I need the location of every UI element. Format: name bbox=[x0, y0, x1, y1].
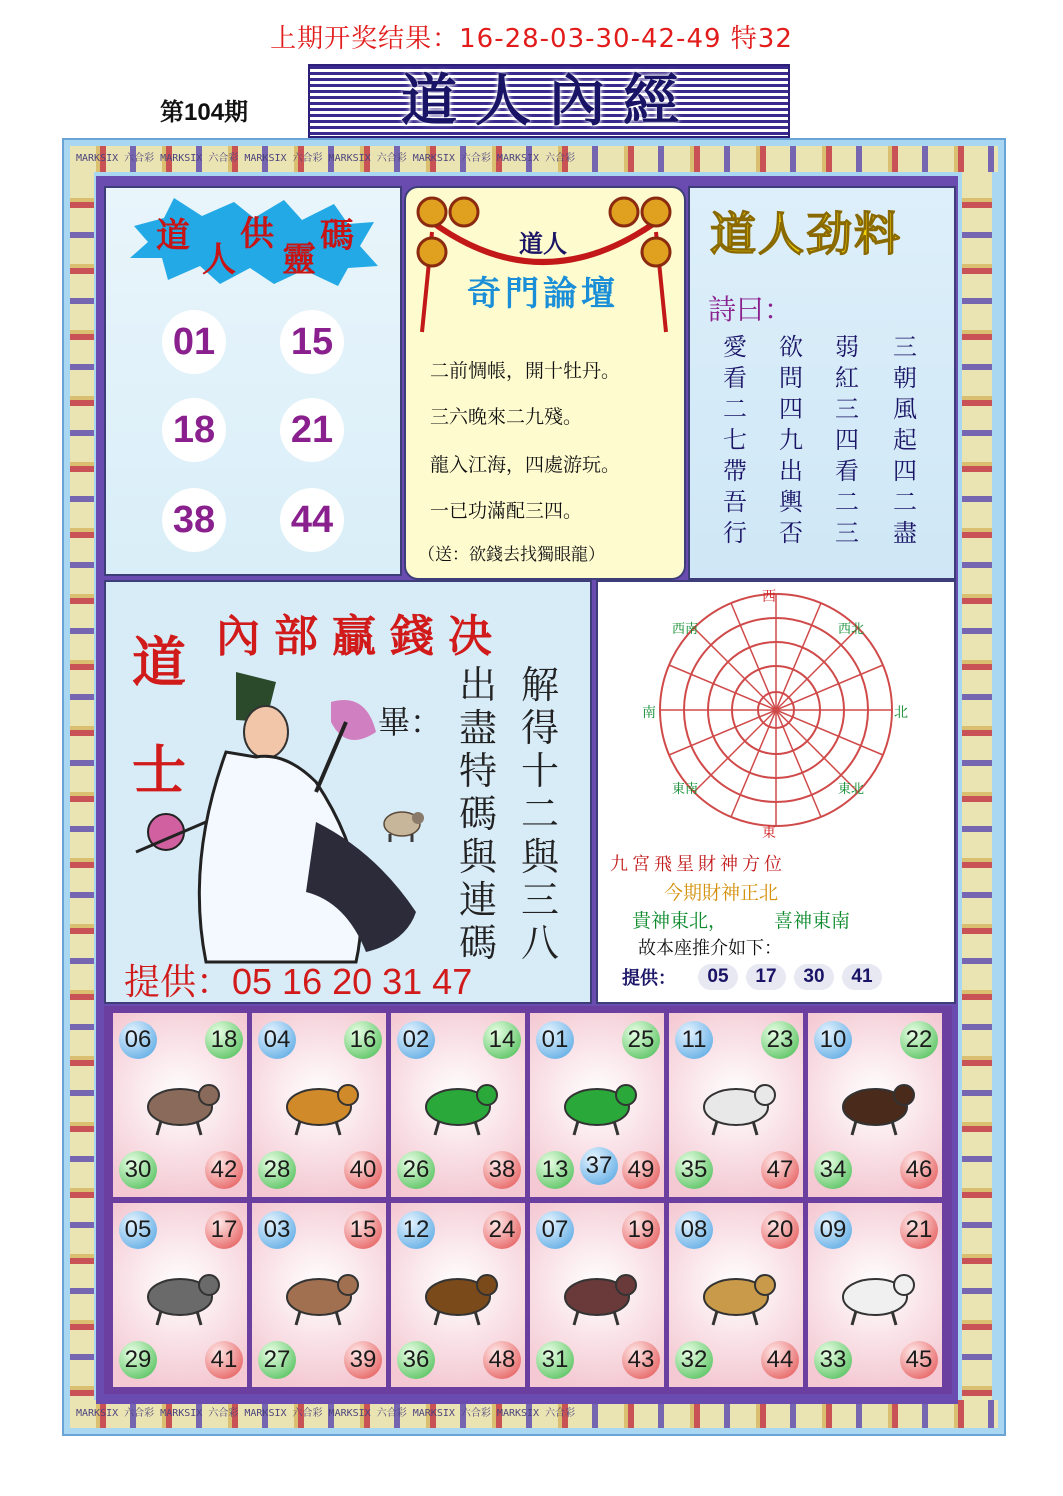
goat-icon bbox=[691, 1069, 781, 1139]
zodiac-cell bbox=[668, 1012, 804, 1198]
poem-column: 弱紅三四看二三 bbox=[835, 333, 859, 547]
poem-title: 道人劲料 bbox=[710, 207, 902, 261]
zodiac-number-ball: 05 bbox=[119, 1211, 157, 1249]
zodiac-number-ball: 35 bbox=[675, 1151, 713, 1189]
zodiac-cell bbox=[251, 1012, 387, 1198]
zodiac-number-ball: 14 bbox=[483, 1021, 521, 1059]
sheep-icon bbox=[378, 804, 426, 844]
compass-number: 05 bbox=[698, 964, 738, 990]
zodiac-number-ball: 27 bbox=[258, 1341, 296, 1379]
secret-title: 內部贏錢决 bbox=[216, 611, 506, 662]
lucky-title-char-3: 供 bbox=[240, 214, 274, 254]
secret-side-char: 士 bbox=[132, 738, 186, 802]
zodiac-number-ball: 32 bbox=[675, 1341, 713, 1379]
lucky-number: 21 bbox=[280, 398, 344, 462]
compass-caption: 貴神東北， bbox=[632, 910, 728, 932]
rooster-icon bbox=[830, 1259, 920, 1329]
zodiac-number-ball: 44 bbox=[761, 1341, 799, 1379]
compass-panel bbox=[596, 580, 956, 1004]
zodiac-number-ball: 17 bbox=[205, 1211, 243, 1249]
zodiac-number-ball: 22 bbox=[900, 1021, 938, 1059]
compass-number: 30 bbox=[794, 964, 834, 990]
zodiac-number-ball: 09 bbox=[814, 1211, 852, 1249]
poem-column: 愛看二七帶吾行 bbox=[723, 333, 747, 547]
zodiac-number-ball: 23 bbox=[761, 1021, 799, 1059]
zodiac-number-ball: 20 bbox=[761, 1211, 799, 1249]
direction-bottom-right: 東北 bbox=[838, 782, 865, 797]
zodiac-number-ball: 02 bbox=[397, 1021, 435, 1059]
border-left bbox=[70, 172, 94, 1400]
zodiac-number-ball: 37 bbox=[580, 1147, 618, 1185]
forum-line: 龍入江海，四處游玩。 bbox=[430, 454, 621, 476]
zodiac-number-ball: 25 bbox=[622, 1021, 660, 1059]
lucky-title-char-1: 道 bbox=[156, 216, 190, 256]
zodiac-cell bbox=[112, 1012, 248, 1198]
zodiac-cell bbox=[390, 1012, 526, 1198]
lucky-number: 18 bbox=[162, 398, 226, 462]
border-bottom bbox=[70, 1400, 998, 1428]
forum-line: 二前惆帳，開十牡丹。 bbox=[430, 360, 621, 382]
zodiac-number-ball: 41 bbox=[205, 1341, 243, 1379]
lucky-title-char-2: 人 bbox=[202, 240, 236, 280]
last-result-text: 上期开奖结果：16-28-03-30-42-49 特32 bbox=[270, 24, 793, 54]
zodiac-number-ball: 04 bbox=[258, 1021, 296, 1059]
forum-note: （送：欲錢去找獨眼龍） bbox=[418, 545, 605, 565]
zodiac-number-ball: 33 bbox=[814, 1341, 852, 1379]
ox-icon bbox=[135, 1259, 225, 1329]
speech-bubble-text: 畢： bbox=[378, 703, 443, 741]
zodiac-number-ball: 12 bbox=[397, 1211, 435, 1249]
poem-label: 詩曰： bbox=[708, 293, 793, 326]
zodiac-number-ball: 13 bbox=[536, 1151, 574, 1189]
dragon-icon bbox=[413, 1069, 503, 1139]
zodiac-cell bbox=[390, 1202, 526, 1388]
zodiac-number-ball: 11 bbox=[675, 1021, 713, 1059]
zodiac-number-ball: 47 bbox=[761, 1151, 799, 1189]
zodiac-cell bbox=[807, 1012, 943, 1198]
direction-top-left: 西南 bbox=[672, 622, 699, 637]
poem-column: 欲問四九出輿否 bbox=[779, 333, 803, 547]
secret-verse-right: 解得十二與三八 bbox=[520, 663, 559, 965]
zodiac-cell bbox=[529, 1202, 665, 1388]
rat-icon bbox=[135, 1069, 225, 1139]
lucky-number: 38 bbox=[162, 488, 226, 552]
zodiac-cell bbox=[529, 1012, 665, 1198]
compass-number: 41 bbox=[842, 964, 882, 990]
zodiac-number-ball: 21 bbox=[900, 1211, 938, 1249]
direction-top: 西 bbox=[762, 589, 776, 605]
zodiac-number-ball: 19 bbox=[622, 1211, 660, 1249]
zodiac-number-ball: 08 bbox=[675, 1211, 713, 1249]
forum-panel bbox=[404, 186, 686, 580]
direction-bottom: 東 bbox=[762, 825, 776, 841]
zodiac-number-ball: 29 bbox=[119, 1341, 157, 1379]
border-top bbox=[70, 146, 998, 172]
direction-top-right: 西北 bbox=[838, 622, 865, 637]
secret-provide: 提供：05 16 20 31 47 bbox=[124, 961, 473, 1002]
compass-caption: 喜神東南 bbox=[774, 910, 851, 932]
pig-icon bbox=[552, 1259, 642, 1329]
zodiac-number-ball: 39 bbox=[344, 1341, 382, 1379]
lucky-title-char-5: 碼 bbox=[320, 216, 354, 256]
tiger-icon bbox=[274, 1069, 364, 1139]
zodiac-number-ball: 07 bbox=[536, 1211, 574, 1249]
poem-column: 三朝風起四二盡 bbox=[893, 333, 917, 547]
zodiac-number-ball: 30 bbox=[119, 1151, 157, 1189]
zodiac-cell bbox=[668, 1202, 804, 1388]
lucky-number: 01 bbox=[162, 310, 226, 374]
direction-right: 北 bbox=[894, 705, 908, 721]
zodiac-number-ball: 49 bbox=[622, 1151, 660, 1189]
zodiac-number-ball: 48 bbox=[483, 1341, 521, 1379]
compass-provide-label: 提供： bbox=[622, 968, 676, 989]
zodiac-number-ball: 45 bbox=[900, 1341, 938, 1379]
zodiac-number-ball: 43 bbox=[622, 1341, 660, 1379]
zodiac-number-ball: 18 bbox=[205, 1021, 243, 1059]
secret-verse-left: 出盡特碼與連碼 bbox=[458, 663, 497, 965]
forum-line: 一已功滿配三四。 bbox=[430, 500, 583, 522]
border-bottom-text: MARKSIX 六合彩 MARKSIX 六合彩 MARKSIX 六合彩 MARKSIX 六合彩 MARKSIX 六合彩 MARKSIX 六合彩 bbox=[76, 1408, 576, 1419]
zodiac-number-ball: 34 bbox=[814, 1151, 852, 1189]
forum-title-small: 道人 bbox=[519, 229, 567, 258]
compass-caption: 九宮飛星財神方位 bbox=[610, 854, 786, 875]
zodiac-number-ball: 46 bbox=[900, 1151, 938, 1189]
direction-bottom-left: 東南 bbox=[672, 782, 699, 797]
zodiac-cell bbox=[112, 1202, 248, 1388]
rabbit-icon bbox=[274, 1259, 364, 1329]
lucky-number: 15 bbox=[280, 310, 344, 374]
zodiac-cell bbox=[807, 1202, 943, 1388]
poem-panel bbox=[688, 186, 956, 580]
zodiac-number-ball: 03 bbox=[258, 1211, 296, 1249]
dog-icon bbox=[691, 1259, 781, 1329]
horse-icon bbox=[413, 1259, 503, 1329]
snake-icon bbox=[552, 1069, 642, 1139]
page-title: 道人內經 bbox=[401, 68, 697, 134]
compass-number: 17 bbox=[746, 964, 786, 990]
border-right bbox=[962, 172, 992, 1400]
lucky-numbers-panel bbox=[104, 186, 402, 576]
monkey-icon bbox=[830, 1069, 920, 1139]
zodiac-number-ball: 01 bbox=[536, 1021, 574, 1059]
zodiac-number-ball: 31 bbox=[536, 1341, 574, 1379]
zodiac-number-ball: 15 bbox=[344, 1211, 382, 1249]
lucky-title-char-4: 靈 bbox=[282, 240, 316, 280]
zodiac-number-ball: 26 bbox=[397, 1151, 435, 1189]
zodiac-number-ball: 06 bbox=[119, 1021, 157, 1059]
border-top-text: MARKSIX 六合彩 MARKSIX 六合彩 MARKSIX 六合彩 MARKSIX 六合彩 MARKSIX 六合彩 MARKSIX 六合彩 bbox=[76, 153, 576, 164]
zodiac-number-ball: 28 bbox=[258, 1151, 296, 1189]
zodiac-number-ball: 10 bbox=[814, 1021, 852, 1059]
zodiac-number-ball: 42 bbox=[205, 1151, 243, 1189]
secret-panel bbox=[104, 580, 592, 1004]
forum-line: 三六晚來二九殘。 bbox=[430, 406, 583, 428]
zodiac-number-ball: 24 bbox=[483, 1211, 521, 1249]
zodiac-number-ball: 36 bbox=[397, 1341, 435, 1379]
direction-left: 南 bbox=[642, 705, 656, 721]
secret-side-char: 道 bbox=[132, 630, 186, 694]
compass-caption: 今期財神正北 bbox=[664, 882, 779, 904]
zodiac-cell bbox=[251, 1202, 387, 1388]
zodiac-number-ball: 40 bbox=[344, 1151, 382, 1189]
zodiac-number-ball: 16 bbox=[344, 1021, 382, 1059]
issue-number: 第104期 bbox=[160, 99, 249, 126]
compass-caption: 故本座推介如下： bbox=[638, 938, 782, 959]
zodiac-number-ball: 38 bbox=[483, 1151, 521, 1189]
lucky-number: 44 bbox=[280, 488, 344, 552]
forum-title: 奇門論壇 bbox=[467, 274, 619, 314]
